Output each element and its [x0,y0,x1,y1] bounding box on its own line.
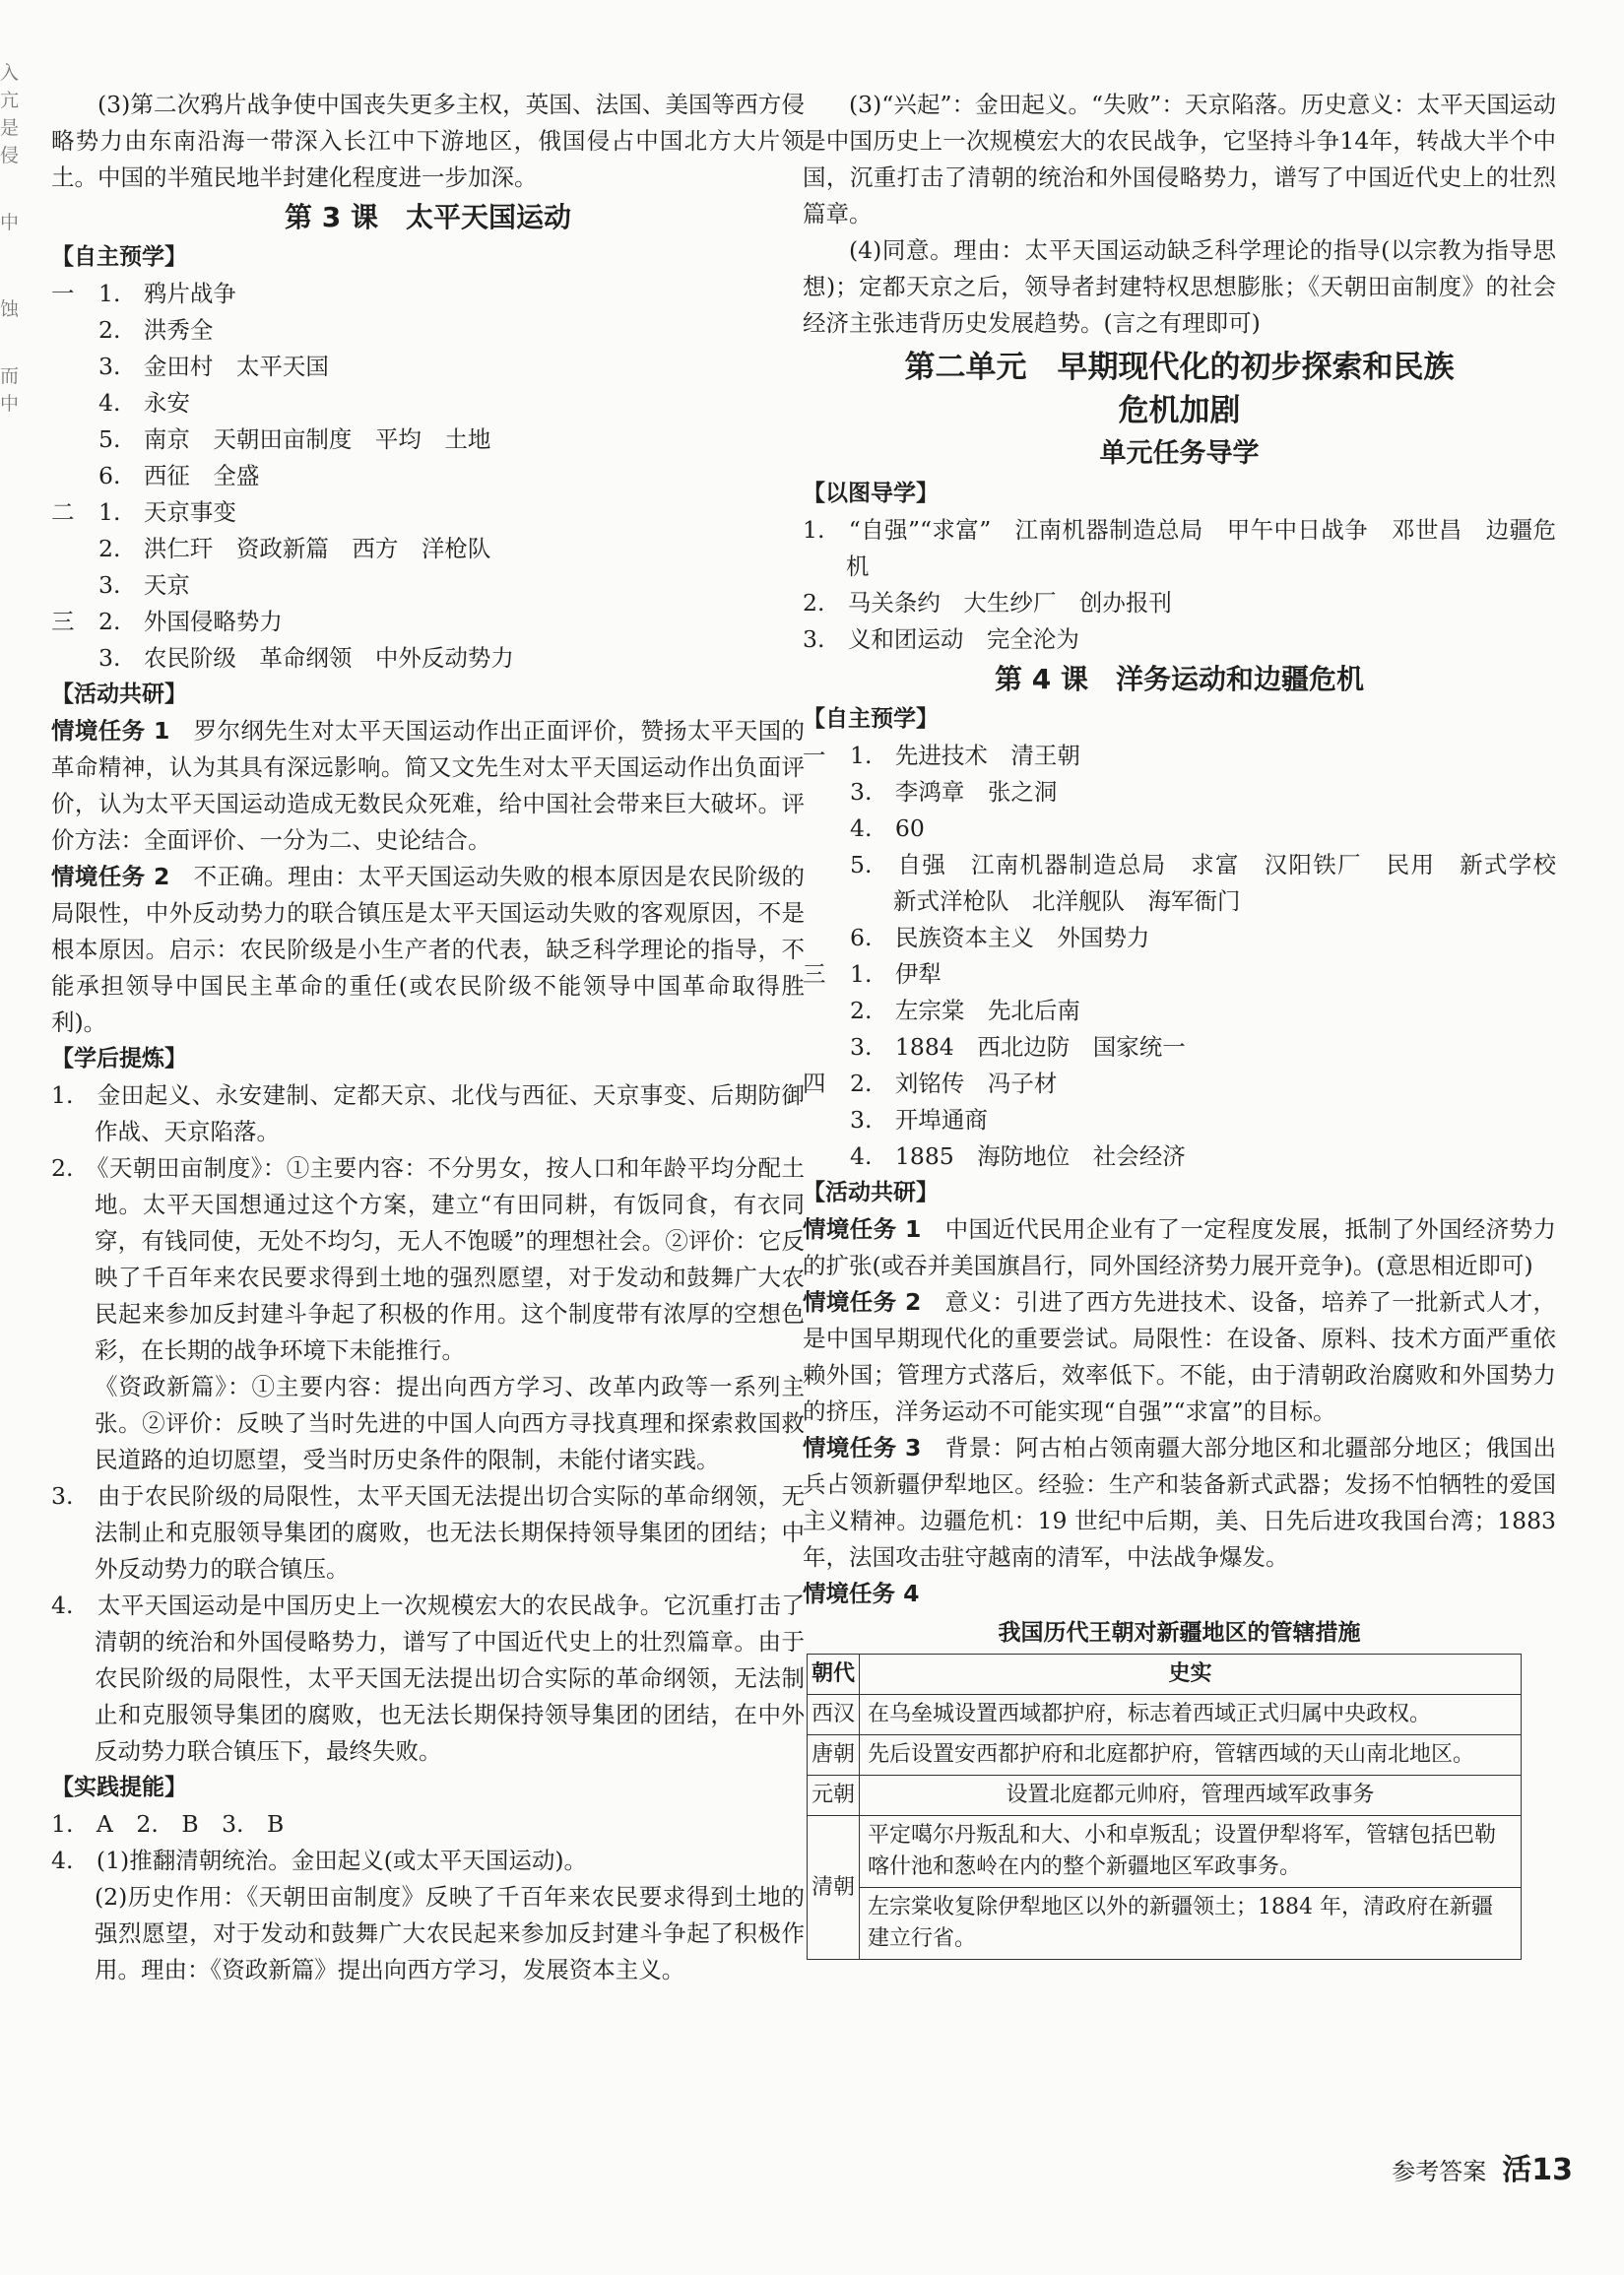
answer-line: 5. 南京 天朝田亩制度 平均 土地 [98,425,491,453]
answer-paragraph: (4)同意。理由：太平天国运动缺乏科学理论的指导(以宗教为指导思想)；定都天京之后，领导者封建特权思想膨胀；《天朝田亩制度》的社会经济主张违背历史发展趋势。(言之有理即可) [803,236,1556,337]
answer-line: 1. 鸦片战争 [98,280,236,307]
lesson-4-title: 第 4 课 洋务运动和边疆危机 [995,663,1364,695]
section-huodong: 【活动共研】 [803,1180,939,1205]
task-label: 情境任务 1 [51,717,170,745]
answer-item: (2)历史作用：《天朝田亩制度》反映了千百年来农民要求得到土地的强烈愿望，对于发动和鼓舞广大农民起来参加反封建斗争起了积极作用。理由：《资政新篇》提出向西方学习，发展资本主义。 [95,1883,805,1983]
section-zizhu: 【自主预学】 [803,706,939,732]
table-header-row [808,1655,1522,1695]
task-text: 背景：阿古柏占领南疆大部分地区和北疆部分地区；俄国出兵占领新疆伊犁地区。经验：生产和装备新式武器；发扬不怕牺牲的爱国主义精神。边疆危机：19 世纪中后期，美、日先后进攻我国台湾；1883 年，法国攻击驻守越南的清军，中法战争爆发。 [803,1434,1556,1571]
answer-paragraph: (3)“兴起”：金田起义。“失败”：天京陷落。历史意义：太平天国运动是中国历史上一次规模宏大的农民战争，它坚持斗争14年，转战大半个中国，沉重打击了清朝的统治和外国侵略势力，谱写了中国近代史上的壮烈篇章。 [803,91,1556,228]
table-title: 我国历代王朝对新疆地区的管辖措施 [998,1620,1361,1646]
edge-char: 中 [0,393,20,415]
answer-line: 3. 金田村 太平天国 [98,353,329,380]
edge-char: 是 [0,117,20,139]
task-1 [51,713,805,859]
table-cell-dynasty: 西汉 [808,1695,860,1735]
section-shijian: 【实践提能】 [51,1775,187,1800]
section-huodong: 【活动共研】 [51,682,187,707]
table-header-dynasty: 朝代 [808,1655,860,1695]
edge-char: 入 [0,62,20,84]
section-xuehou: 【学后提炼】 [51,1046,187,1072]
table-row [808,1888,1522,1960]
table-cell-fact: 平定噶尔丹叛乱和大、小和卓叛乱；设置伊犁将军，管辖包括巴勒喀什池和葱岭在内的整个新疆地区军政事务。 [860,1816,1522,1888]
edge-char: 侵 [0,145,20,166]
task-text: 罗尔纲先生对太平天国运动作出正面评价，赞扬太平天国的革命精神，认为其具有深远影响。简又文先生对太平天国运动作出负面评价，认为太平天国运动造成无数民众死难，给中国社会带来巨大破坏。评价方法：全面评价、一分为二、史论结合。 [51,717,805,854]
group-3 [803,956,1556,1066]
group-1 [803,738,1580,956]
answer-line: 1. 天京事变 [98,498,236,526]
task-label: 情境任务 1 [803,1215,922,1243]
table-header-facts: 史实 [860,1655,1522,1695]
unit-title: 第二单元 早期现代化的初步探索和民族 [904,350,1455,385]
left-column [51,87,805,1988]
unit-title-cont: 危机加剧 [1118,393,1241,428]
group-number: 三 [803,960,826,988]
answer-line: 6. 西征 全盛 [98,462,260,489]
footer-mark: 活 [1502,2153,1532,2187]
answer-line: 1. 先进技术 清王朝 [850,742,1080,769]
section-yitu: 【以图导学】 [803,481,939,506]
task-label: 情境任务 4 [803,1580,920,1607]
table-cell-fact: 设置北庭都元帅府，管理西域军政事务 [860,1776,1522,1816]
lesson-3-title: 第 3 课 太平天国运动 [285,201,571,233]
page-number [1502,2145,1573,2188]
answer-item: 5. 自强 江南机器制造总局 求富 汉阳铁厂 民用 新式学校 新式洋枪队 北洋舰队 海军衙门 [850,851,1580,915]
answer-line: 2. 马关条约 大生纱厂 创办报刊 [803,589,1172,617]
edge-char: 而 [0,365,20,387]
edge-char: 中 [0,212,20,233]
answer-line: 3. 1884 西北边防 国家统一 [850,1033,1186,1061]
group-number: 一 [51,280,75,307]
group-1 [51,276,805,494]
answer-line: 3. 义和团运动 完全沦为 [803,625,1079,653]
table-cell-fact: 左宗棠收复除伊犁地区以外的新疆领土；1884 年，清政府在新疆建立行省。 [860,1888,1522,1960]
answer-line: 6. 民族资本主义 外国势力 [850,924,1150,951]
table-row [808,1776,1522,1816]
answer-line: 3. 农民阶级 革命纲领 中外反动势力 [98,644,514,672]
table-row [808,1816,1522,1888]
table-cell-dynasty: 清朝 [808,1816,860,1960]
task-2 [51,859,805,1041]
task-label: 情境任务 2 [803,1288,922,1316]
section-zizhu: 【自主预学】 [51,244,187,270]
answer-line: 4. 60 [850,814,925,842]
task-3 [803,1430,1556,1576]
task-label: 情境任务 2 [51,863,170,890]
answer-line: 2. 左宗棠 先北后南 [850,997,1080,1024]
answer-line: 4. 永安 [98,389,190,417]
answer-line: 2. 洪仁玕 资政新篇 西方 洋枪队 [98,535,491,562]
answer-item: 1. 金田起义、永安建制、定都天京、北伐与西征、天京事变、后期防御作战、天京陷落。 [51,1081,805,1145]
table-cell-fact: 在乌垒城设置西域都护府，标志着西域正式归属中央政权。 [860,1695,1522,1735]
answer-item: 1. “自强”“求富” 江南机器制造总局 甲午中日战争 邓世昌 边疆危机 [803,516,1556,580]
answer-line: 2. 洪秀全 [98,316,214,344]
answer-line: 4. 1885 海防地位 社会经济 [850,1142,1186,1170]
task-text: 不正确。理由：太平天国运动失败的根本原因是农民阶级的局限性，中外反动势力的联合镇压是太平天国运动失败的客观原因，不是根本原因。启示：农民阶级是小生产者的代表，缺乏科学理论的指导，不能承担领导中国民主革命的重任(或农民阶级不能领导中国革命取得胜利)。 [51,863,805,1036]
right-column [803,87,1580,1960]
group-4 [803,1066,1556,1175]
task-1 [803,1211,1556,1284]
footer-page: 13 [1531,2153,1573,2187]
task-2 [803,1284,1556,1430]
xinjiang-table [807,1654,1522,1960]
binding-edge-text [0,59,22,418]
edge-char: 蚀 [0,298,20,320]
answer-line: 3. 李鸿章 张之洞 [850,778,1058,806]
answer-item: 《资政新篇》：①主要内容：提出向西方学习、改革内政等一系列主张。②评价：反映了当时先进的中国人向西方寻找真理和探索救国救民道路的迫切愿望，受当时历史条件的限制，未能付诸实践。 [95,1373,805,1473]
group-3 [51,604,805,677]
group-2 [51,494,805,604]
table-row [808,1695,1522,1735]
edge-char: 亢 [0,90,20,111]
table-row [808,1735,1522,1776]
group-number: 二 [51,498,75,526]
answer-line: 2. 外国侵略势力 [98,608,283,635]
answer-item: 4. (1)推翻清朝统治。金田起义(或太平天国运动)。 [51,1847,588,1874]
unit-subtitle: 单元任务导学 [1099,438,1260,469]
answer-item: 4. 太平天国运动是中国历史上一次规模宏大的农民战争。它沉重打击了清朝的统治和外国侵略势力，谱写了中国近代史上的壮烈篇章。由于农民阶级的局限性，太平天国无法提出切合实际的革命纲领，无法制止和克服领导集团的腐败，也无法长期保持领导集团的团结，在中外反动势力联合镇压下，最终失败。 [51,1592,805,1765]
table-cell-fact: 先后设置安西都护府和北庭都护府，管辖西域的天山南北地区。 [860,1735,1522,1776]
group-number: 四 [803,1070,826,1097]
task-text: 中国近代民用企业有了一定程度发展，抵制了外国经济势力的扩张(或吞并美国旗昌行，同外国经济势力展开竞争)。(意思相近即可) [803,1215,1556,1279]
answer-line: 1. 伊犁 [850,960,942,988]
group-number: 三 [51,608,75,635]
table-cell-dynasty: 元朝 [808,1776,860,1816]
answer-line: 3. 开埠通商 [850,1106,988,1134]
answer-line: 1. A 2. B 3. B [51,1810,285,1838]
page-footer [1392,2145,1573,2188]
footer-label: 参考答案 [1392,2158,1487,2185]
task-text: 意义：引进了西方先进技术、设备，培养了一批新式人才，是中国早期现代化的重要尝试。局限性：在设备、原料、技术方面严重依赖外国；管理方式落后，效率低下。不能，由于清朝政治腐败和外国势力的挤压，洋务运动不可能实现“自强”“求富”的目标。 [803,1288,1556,1425]
answer-line: 3. 天京 [98,571,190,599]
table-cell-dynasty: 唐朝 [808,1735,860,1776]
answer-line: 2. 刘铭传 冯子材 [850,1070,1058,1097]
answer-item: 2. 《天朝田亩制度》：①主要内容：不分男女，按人口和年龄平均分配土地。太平天国想通过这个方案，建立“有田同耕，有饭同食，有衣同穿，有钱同使，无处不均匀，无人不饱暖”的理想社会。②评价：它反映了千百年来农民要求得到土地的强烈愿望，对于发动和鼓舞广大农民起来参加反封建斗争起了积极的作用。这个制度带有浓厚的空想色彩，在长期的战争环境下未能推行。 [51,1154,805,1364]
intro-paragraph: (3)第二次鸦片战争使中国丧失更多主权，英国、法国、美国等西方侵略势力由东南沿海一带深入长江中下游地区，俄国侵占中国北方大片领土。中国的半殖民地半封建化程度进一步加深。 [51,91,805,191]
group-number: 一 [803,742,826,769]
task-label: 情境任务 3 [803,1434,922,1462]
answer-item: 3. 由于农民阶级的局限性，太平天国无法提出切合实际的革命纲领，无法制止和克服领导集团的腐败，也无法长期保持领导集团的团结；中外反动势力的联合镇压。 [51,1482,805,1583]
